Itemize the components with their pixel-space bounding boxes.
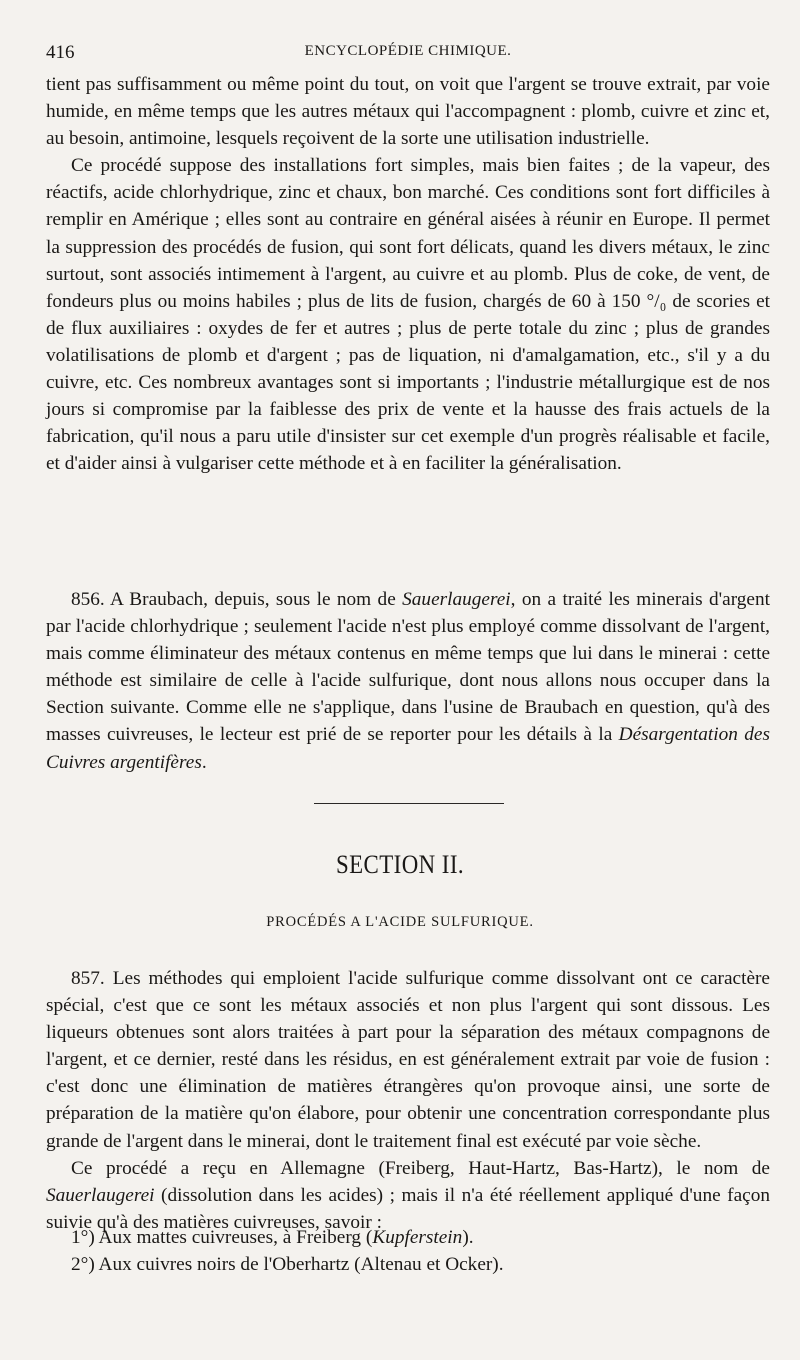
section-title: SECTION II. xyxy=(335,850,465,879)
section-subtitle: PROCÉDÉS A L'ACIDE SULFURIQUE. xyxy=(266,914,534,930)
section-divider xyxy=(314,803,504,804)
list-item-1-text: 1°) Aux mattes cuivreuses, à Freiberg ( xyxy=(71,1227,373,1248)
paragraph-last-italic: Sauerlaugerei xyxy=(46,1184,155,1206)
paragraph-856-part2: , on a traité les minerais d'argent par l'acide chlorhydrique ; seulement l'acide n'est plus employé comme dissolvant de l'argent, mais comme éliminateur des métaux contenus en même temps que lui dans le minerai : cette méthode est similaire de celle à l'acide sulfurique, dont nous allons nous occuper dans la Section suivante. Comme elle ne s'applique, dans l'usine de Braubach en question, qu'à des masses cuivreuses, le lecteur est prié de se reporter pour les détails à la xyxy=(46,589,770,746)
paragraph-857: 857. Les méthodes qui emploient l'acide sulfurique comme dissolvant ont ce caractère spécial, c'est que ce sont les métaux associés et non plus l'argent qui sont dissous. Les liqueurs obtenues sont alors traitées à part pour la séparation des métaux compagnons de l'argent, et ce dernier, resté dans les résidus, en est généralement extrait par voie de fusion : c'est donc une élimination de matières étrangères qu'on provoque ainsi, une sorte de préparation de la matière qu'on élabore, pour obtenir une concentration correspondante plus grande de l'argent dans le minerai, dont le traitement final est exécuté par voie sèche. xyxy=(46,968,770,1152)
page-number: 416 xyxy=(46,42,75,63)
paragraph-856-part1: 856. A Braubach, depuis, sous le nom de xyxy=(71,589,403,610)
paragraph-last-part2: (dissolution dans les acides) ; mais il n'a été réellement appliqué d'une façon suivie qu'à des matières cuivreuses, savoir : xyxy=(46,1184,770,1233)
list-item-1-end: ). xyxy=(462,1227,474,1248)
paragraph-856-part3: . xyxy=(201,751,207,773)
paragraph-856 xyxy=(46,586,770,776)
paragraph-last-part1: Ce procédé a reçu en Allemagne (Freiberg, Haut-Hartz, Bas-Hartz), le nom de xyxy=(71,1157,770,1179)
page-header xyxy=(46,42,770,64)
text-block-top xyxy=(46,71,770,477)
list-item xyxy=(46,1224,770,1251)
text-block-857 xyxy=(46,965,770,1236)
paragraph-procedure: Ce procédé suppose des installations fort simples, mais bien faites ; de la vapeur, des réactifs, acide chlorhydrique, zinc et chaux, bon marché. Ces conditions sont fort difficiles à remplir en Amérique ; elles sont au contraire en général aisées à réunir en Europe. Il permet la suppression des procédés de fusion, qui sont fort délicats, quand les divers métaux, le zinc surtout, sont associés intimement à l'argent, au cuivre et au plomb. Plus de coke, de vent, de fondeurs plus ou moins habiles ; plus de lits de fusion, chargés de 60 à 150 °/₀ de scories et de flux auxiliaires : oxydes de fer et autres ; plus de perte totale du zinc ; plus de grandes volatilisations de plomb et d'argent ; pas de liquation, ni d'amalgamation, etc., s'il y a du cuivre, etc. Ces nombreux avantages sont si importants ; l'industrie métallurgique est de nos jours si compromise par la faiblesse des prix de vente et la hausse des frais actuels de la fabrication, qu'il nous a paru utile d'insister sur cet exemple d'un progrès réalisable et facile, et d'aider ainsi à vulgariser cette méthode et à en faciliter la généralisation. xyxy=(46,155,770,475)
running-title: ENCYCLOPÉDIE CHIMIQUE. xyxy=(304,43,512,59)
list-item xyxy=(46,1251,770,1278)
paragraph-856-italic1: Sauerlaugerei xyxy=(402,589,511,610)
list-item-1-italic: Kupferstein xyxy=(372,1227,463,1248)
text-block-856 xyxy=(46,586,770,776)
enumerated-list xyxy=(46,1224,770,1278)
paragraph-856-italic2: Désargentation des Cuivres argentifères xyxy=(46,724,770,773)
list-item-2-text: 2°) Aux cuivres noirs de l'Oberhartz (Altenau et Ocker). xyxy=(71,1254,504,1276)
paragraph-continuation: tient pas suffisamment ou même point du tout, on voit que l'argent se trouve extrait, par voie humide, en même temps que les autres métaux qui l'accompagnent : plomb, cuivre et zinc et, au besoin, antimoine, lesquels reçoivent de la sorte une utilisation industrielle. xyxy=(46,74,770,150)
